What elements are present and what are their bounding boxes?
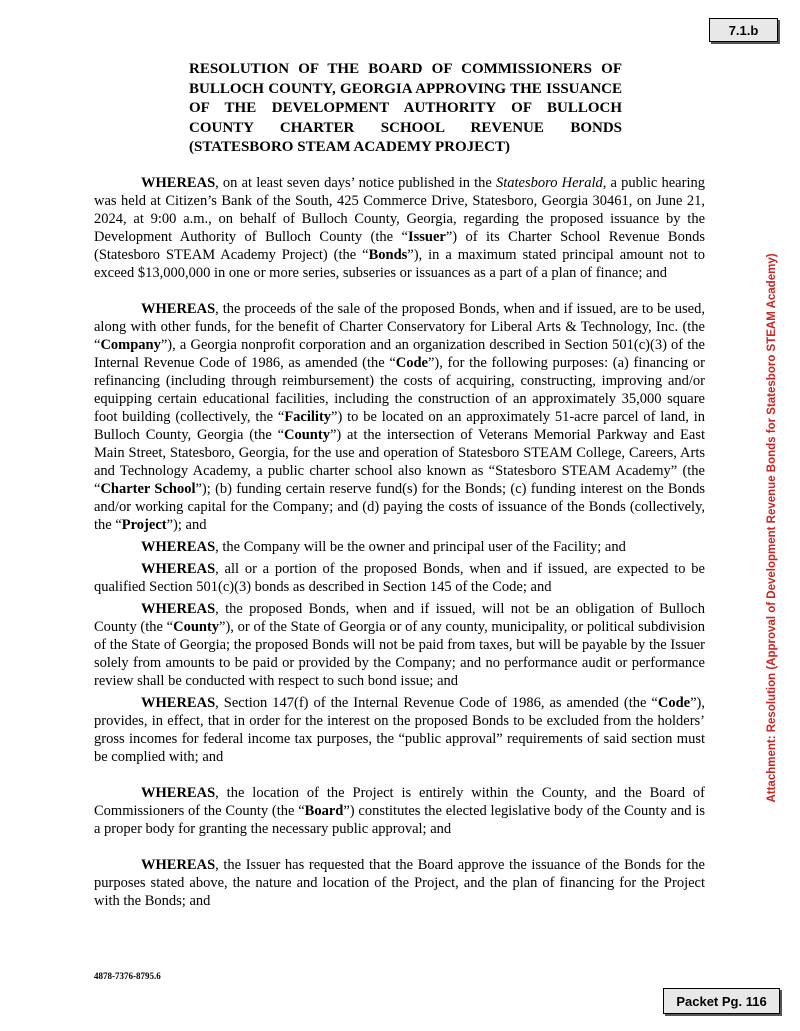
paragraph-text: , all or a portion of the proposed Bonds, when and if issued, are expected to be qualified Section 501(c)(3) bonds as described in Section 145 of the Code; and [94, 561, 705, 595]
defined-term: WHEREAS [141, 601, 216, 617]
defined-term: Facility [284, 409, 332, 425]
defined-term: WHEREAS [141, 857, 216, 873]
defined-term: Code [395, 355, 428, 371]
paragraph-text: , the Issuer has requested that the Board approve the issuance of the Bonds for the purposes stated above, the nature and location of the Project, and the plan of financing for the Project with the Bonds; and [94, 857, 705, 909]
defined-term: WHEREAS [141, 561, 216, 577]
paragraph-text: ”), in a maximum stated principal amount not to exceed $13,000,000 in one or more series, subseries or issuances as a part of a plan of finance; and [94, 247, 705, 281]
paragraph-text: ”) at the intersection of Veterans Memorial Parkway and East Main Street, Statesboro, Georgia, for the use and operation of Statesboro STEAM College, Careers, Arts and Technology Academy, a public charter school also known as “Statesboro STEAM Academy” (the “ [94, 427, 706, 497]
defined-term: Code [657, 695, 691, 711]
defined-term: WHEREAS [141, 539, 216, 555]
whereas-paragraph [94, 784, 705, 838]
whereas-paragraph [94, 694, 705, 766]
paragraph-text: , the proceeds of the sale of the proposed Bonds, when and if issued, are to be used, along with other funds, for the benefit of Charter Conservatory for Liberal Arts & Technology, Inc. (the “ [94, 301, 705, 353]
defined-term: WHEREAS [141, 695, 216, 711]
resolution-title: RESOLUTION OF THE BOARD OF COMMISSIONERS OF BULLOCH COUNTY, GEORGIA APPROVING THE ISSUANCE OF THE DEVELOPMENT AUTHORITY OF BULLOCH COUNTY CHARTER SCHOOL REVENUE BONDS (STATESBORO STEAM ACADEMY PROJECT) [189, 61, 622, 155]
paragraph-text: , Section 147(f) of the Internal Revenue Code of 1986, as amended (the “ [215, 695, 658, 711]
defined-term: County [173, 619, 220, 635]
paragraph-text: , a public hearing was held at Citizen’s Bank of the South, 425 Commerce Drive, Statesboro, Georgia 30461, on June 21, 2024, at 9:00 a.m., on behalf of Bulloch County, Georgia, regarding the proposed issuance by the Development Authority of Bulloch County (the “ [94, 175, 705, 245]
attachment-label: Attachment: Resolution (Approval of Development Revenue Bonds for Statesboro STEAM Academy) [766, 253, 778, 803]
packet-page-number: Packet Pg. 116 [663, 988, 780, 1014]
paragraph-text: ”), a Georgia nonprofit corporation and an organization described in Section 501(c)(3) of the Internal Revenue Code of 1986, as amended (the “ [94, 337, 705, 371]
whereas-paragraph [94, 600, 705, 690]
defined-term: Charter School [100, 481, 196, 497]
paragraph-text: , the location of the Project is entirely within the County, and the Board of Commissioners of the County (the “ [94, 785, 705, 819]
defined-term: WHEREAS [141, 175, 216, 191]
agenda-item-tag: 7.1.b [709, 18, 778, 42]
emphasized-text: Statesboro Herald [496, 175, 603, 191]
paragraph-text: ”) constitutes the elected legislative body of the County and is a proper body for granting the necessary public approval; and [94, 803, 706, 837]
paragraph-text: , on at least seven days’ notice published in the [215, 175, 496, 191]
paragraph-text: ”) to be located on an approximately 51-acre parcel of land, in Bulloch County, Georgia (the “ [94, 409, 705, 443]
defined-term: WHEREAS [141, 301, 216, 317]
whereas-paragraph [94, 300, 705, 534]
defined-term: Project [121, 517, 167, 533]
paragraph-text: ”), provides, in effect, that in order for the interest on the proposed Bonds to be excluded from the holders’ gross incomes for federal income tax purposes, the “public approval” requirements of said section must be complied with; and [94, 695, 705, 765]
paragraph-text: ”), for the following purposes: (a) financing or refinancing (including through reimbursement) the costs of acquiring, constructing, improving and/or equipping certain educational facilities, including the construction of an approximately 35,000 square foot building (collectively, the “ [94, 355, 705, 425]
paragraph-text: ”), or of the State of Georgia or of any county, municipality, or political subdivision of the State of Georgia; the proposed Bonds will not be paid from taxes, but will be payable by the Issuer solely from amounts to be paid or provided by the Company; and no performance audit or performance review shall be conducted with respect to such bond issue; and [94, 619, 705, 689]
defined-term: Issuer [407, 229, 446, 245]
paragraph-text: ”); (b) funding certain reserve fund(s) for the Bonds; (c) funding interest on the Bonds and/or working capital for the Company; and (d) paying the costs of issuance of the Bonds (collectively, the “ [94, 481, 706, 533]
paragraph-text: ”) of its Charter School Revenue Bonds (Statesboro STEAM Academy Project) (the “ [94, 229, 705, 263]
defined-term: Bonds [368, 247, 408, 263]
defined-term: WHEREAS [141, 785, 216, 801]
defined-term: County [284, 427, 330, 443]
whereas-paragraph [94, 174, 705, 282]
paragraph-text: ”); and [166, 517, 207, 533]
whereas-paragraph [94, 560, 705, 596]
document-id: 4878-7376-8795.6 [94, 971, 161, 981]
paragraph-text: , the Company will be the owner and principal user of the Facility; and [215, 539, 626, 555]
whereas-paragraph [94, 538, 705, 556]
defined-term: Board [304, 803, 344, 819]
whereas-paragraph [94, 856, 705, 910]
document-body [94, 174, 705, 910]
paragraph-text: , the proposed Bonds, when and if issued, will not be an obligation of Bulloch County (the “ [94, 601, 705, 635]
defined-term: Company [100, 337, 161, 353]
attachment-sidebar [762, 210, 782, 846]
